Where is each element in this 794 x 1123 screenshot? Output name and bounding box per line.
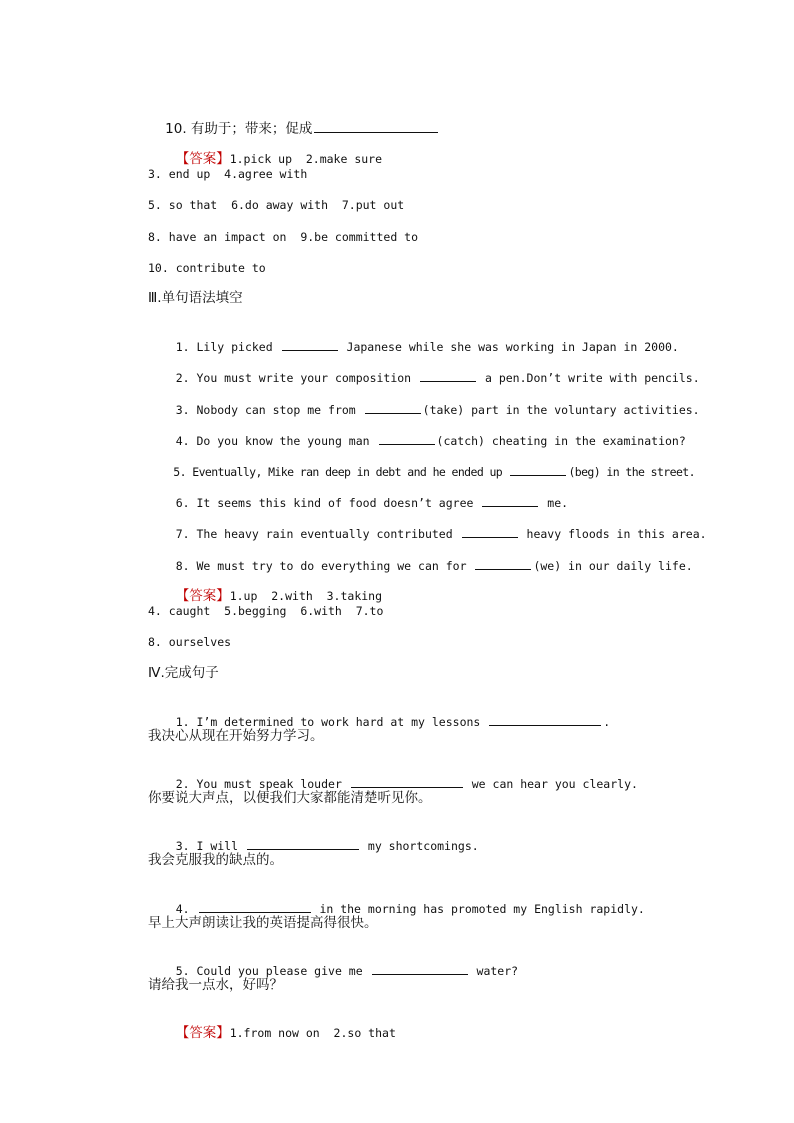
grammar-question-2 [148, 353, 700, 385]
grammar-answers-line-3: 8. ourselves [148, 635, 232, 649]
answer-text: 1.pick up 2.make sure [229, 152, 383, 166]
answer-blank[interactable] [462, 525, 518, 538]
question-text: 1. Lily picked [175, 340, 273, 354]
question-text: 2. You must write your composition [175, 371, 412, 385]
question-text: 1. I’m determined to work hard at my lessons [175, 715, 481, 729]
sentence-question-3 [148, 821, 479, 853]
question-text: we can hear you clearly. [471, 777, 638, 791]
grammar-question-4 [148, 416, 686, 448]
sentence-translation-1: 我决心从现在开始努力学习。 [148, 728, 324, 744]
question-text: me. [547, 496, 569, 510]
sentence-question-2 [148, 759, 638, 791]
vocab-item-10-prompt: 10. 有助于；带来；促成 [165, 121, 313, 137]
answer-blank[interactable] [475, 557, 531, 570]
question-text: (catch) cheating in the examination? [436, 434, 686, 448]
question-text: 5. Could you please give me [175, 964, 363, 978]
sentence-translation-2: 你要说大声点，以便我们大家都能清楚听见你。 [148, 790, 432, 806]
grammar-question-8 [148, 541, 693, 573]
question-text: . [603, 715, 611, 729]
grammar-question-1 [148, 322, 679, 354]
question-text: heavy floods in this area. [526, 527, 707, 541]
answer-blank[interactable] [247, 837, 359, 850]
sentence-translation-3: 我会克服我的缺点的。 [148, 852, 283, 868]
question-text: (take) part in the voluntary activities. [422, 403, 700, 417]
grammar-answers-line-1 [148, 572, 383, 604]
grammar-answers-line-2: 4. caught 5.begging 6.with 7.to [148, 604, 384, 618]
vocab-answers-line-2: 3. end up 4.agree with [148, 167, 308, 181]
answer-blank[interactable] [314, 120, 438, 133]
question-text: 6. It seems this kind of food doesn’t agree [175, 496, 474, 510]
vocab-answers-line-1 [148, 135, 383, 167]
question-text: (we) in our daily life. [533, 559, 693, 573]
answer-blank[interactable] [365, 401, 421, 414]
answer-label: 【答案】 [175, 1025, 230, 1041]
answer-blank[interactable] [510, 463, 566, 476]
grammar-question-3 [148, 385, 700, 417]
answer-blank[interactable] [379, 432, 435, 445]
question-text: (beg) in the street. [568, 465, 695, 479]
sentence-question-5 [148, 946, 519, 978]
sentence-translation-4: 早上大声朗读让我的英语提高得很快。 [148, 915, 378, 931]
section-heading-sentences: Ⅳ.完成句子 [148, 665, 219, 681]
answer-blank[interactable] [372, 962, 468, 975]
section-heading-grammar: Ⅲ.单句语法填空 [148, 290, 243, 306]
question-text: 4. [175, 902, 190, 916]
answer-text: 1.from now on 2.so that [229, 1026, 396, 1040]
sentence-answers-line-1 [148, 1009, 396, 1041]
answer-blank[interactable] [489, 713, 601, 726]
grammar-question-5 [148, 447, 695, 479]
question-text: 5. Eventually, Mike ran deep in debt and he ended up [173, 465, 503, 479]
sentence-translation-5: 请给我一点水，好吗？ [148, 977, 283, 993]
vocab-item-10 [148, 104, 440, 137]
answer-blank[interactable] [420, 369, 476, 382]
sentence-question-4 [148, 884, 645, 916]
answer-blank[interactable] [282, 338, 338, 351]
question-text: 8. We must try to do everything we can for [175, 559, 467, 573]
grammar-question-7 [148, 509, 707, 541]
question-text: a pen.Don’t write with pencils. [484, 371, 700, 385]
question-text: 2. You must speak louder [175, 777, 342, 791]
question-text: 3. Nobody can stop me from [175, 403, 356, 417]
answer-blank[interactable] [351, 775, 463, 788]
vocab-answers-line-3: 5. so that 6.do away with 7.put out [148, 198, 405, 212]
question-text: my shortcomings. [367, 839, 479, 853]
vocab-answers-line-5: 10. contribute to [148, 261, 266, 275]
answer-label: 【答案】 [175, 588, 230, 604]
vocab-answers-line-4: 8. have an impact on 9.be committed to [148, 230, 419, 244]
question-text: 3. I will [175, 839, 239, 853]
answer-blank[interactable] [199, 900, 311, 913]
answer-text: 1.up 2.with 3.taking [229, 589, 383, 603]
answer-blank[interactable] [482, 494, 538, 507]
question-text: in the morning has promoted my English rapidly. [319, 902, 645, 916]
question-text: 7. The heavy rain eventually contributed [175, 527, 453, 541]
question-text: Japanese while she was working in Japan in 2000. [346, 340, 679, 354]
grammar-question-6 [148, 478, 569, 510]
answer-label: 【答案】 [175, 151, 230, 167]
question-text: water? [476, 964, 519, 978]
sentence-question-1 [148, 697, 611, 729]
question-text: 4. Do you know the young man [175, 434, 370, 448]
